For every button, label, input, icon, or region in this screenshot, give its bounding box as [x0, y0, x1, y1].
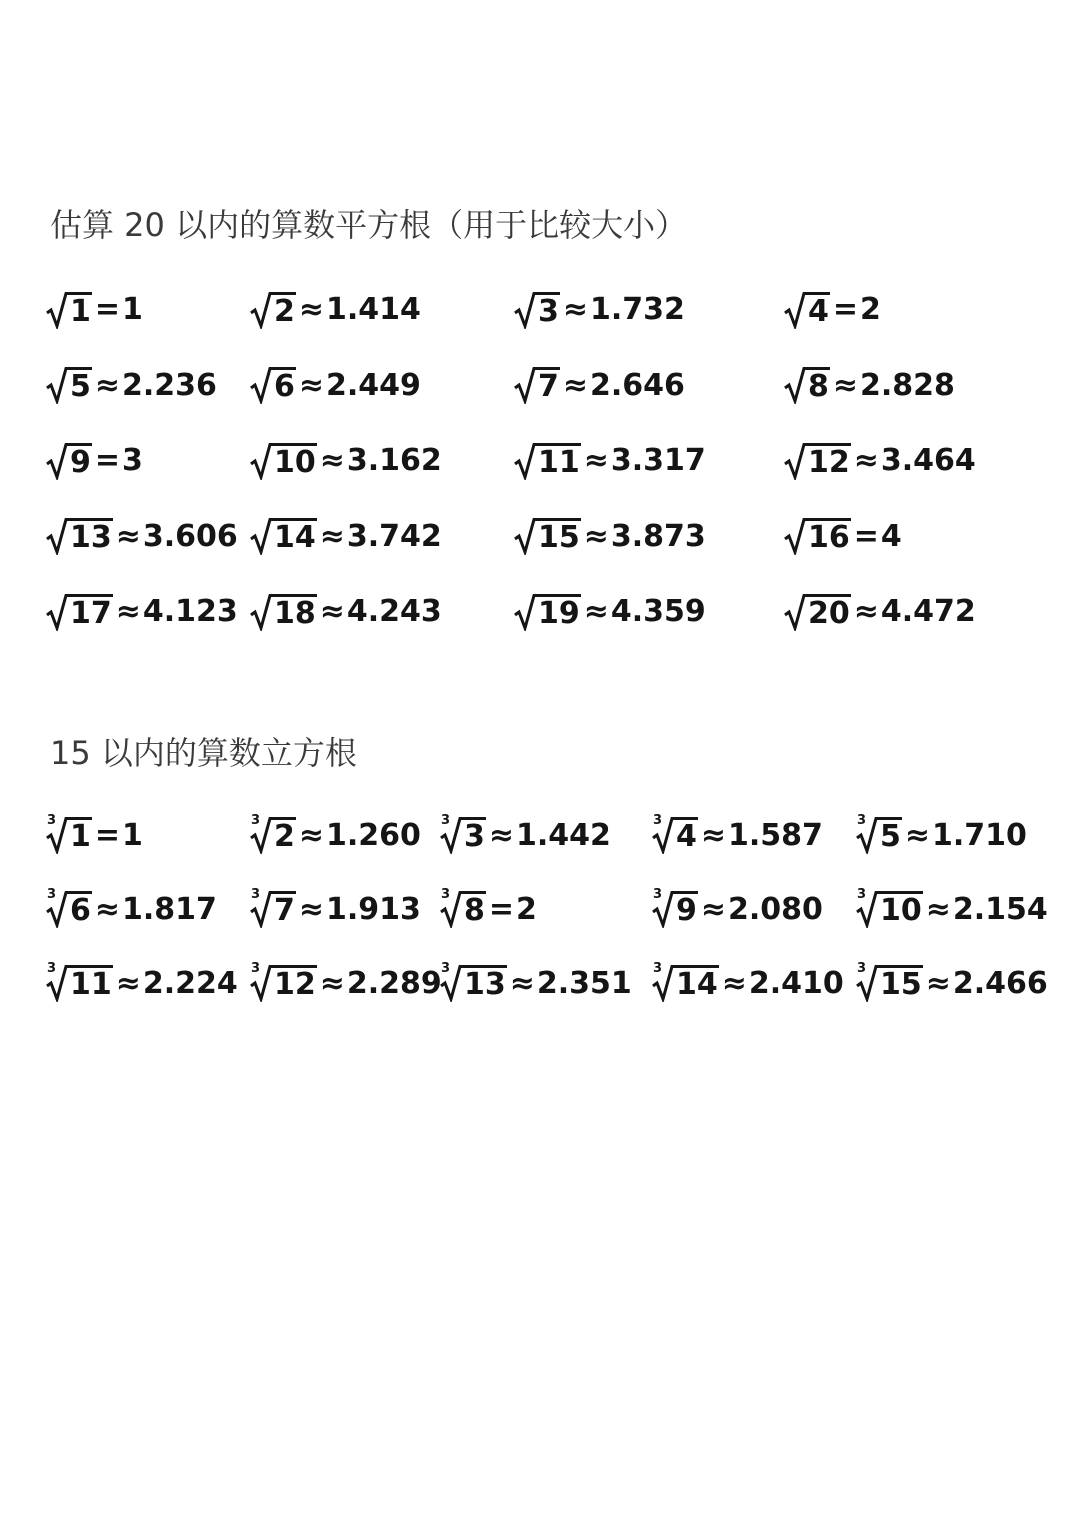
- relation-symbol: ≈: [509, 965, 535, 1001]
- cube-root-entry: [46, 872, 250, 946]
- radical-sign-icon: [784, 517, 806, 555]
- relation-symbol: ≈: [721, 965, 747, 1001]
- radical-sign-icon: [46, 593, 68, 631]
- cube-root-expression: [856, 887, 923, 928]
- radicand: 8: [808, 369, 829, 405]
- root-index: 3: [441, 813, 451, 828]
- cube-root-expression: [856, 961, 923, 1002]
- square-root-expression: [514, 442, 581, 480]
- cube-root-entry: [250, 798, 440, 872]
- radicand: 19: [538, 595, 580, 631]
- relation-symbol: ≈: [115, 965, 141, 1001]
- root-value: 1.913: [326, 891, 421, 927]
- relation-symbol: ≈: [488, 817, 515, 853]
- square-root-entry: [46, 574, 250, 650]
- cube-root-entry: [856, 798, 1036, 872]
- relation-symbol: =: [832, 292, 859, 328]
- radical-sign-icon: [514, 366, 536, 404]
- cube-root-entry: [652, 946, 856, 1020]
- square-root-expression: [784, 366, 830, 404]
- root-value: 2.828: [860, 367, 955, 403]
- root-value: 4: [880, 518, 902, 554]
- cube-root-entry: [856, 872, 1048, 946]
- relation-symbol: ≈: [298, 817, 325, 853]
- root-value: 3.464: [880, 443, 976, 479]
- relation-symbol: ≈: [562, 367, 589, 403]
- cube-root-expression: [440, 887, 486, 928]
- cube-root-expression: [652, 961, 719, 1002]
- root-value: 4.359: [610, 594, 706, 630]
- cube-root-entry: [440, 798, 652, 872]
- root-value: 3: [122, 443, 143, 479]
- square-root-entry: [784, 499, 1014, 575]
- square-root-expression: [514, 366, 560, 404]
- radicand: 3: [538, 293, 559, 329]
- radical-sign-icon: [784, 593, 806, 631]
- radicand: 15: [880, 967, 922, 1002]
- square-root-entry: [514, 423, 784, 499]
- relation-symbol: =: [94, 817, 121, 853]
- radicand: 8: [464, 893, 485, 928]
- root-value: 2: [516, 891, 537, 927]
- cube-root-expression: [250, 813, 296, 854]
- root-index: 3: [857, 813, 867, 828]
- root-value: 1.442: [516, 817, 611, 853]
- square-root-entry: [514, 272, 784, 348]
- cube-root-entry: [440, 872, 652, 946]
- radicand: 20: [808, 595, 850, 631]
- root-value: 3.742: [346, 518, 442, 554]
- root-index: 3: [47, 887, 57, 902]
- root-index: 3: [441, 887, 451, 902]
- relation-symbol: ≈: [583, 518, 609, 554]
- cube-root-expression: [46, 813, 92, 854]
- square-root-entry: [784, 423, 1014, 499]
- root-value: 2.289: [346, 965, 442, 1001]
- root-index: 3: [857, 887, 867, 902]
- radicand: 11: [538, 444, 580, 480]
- radical-sign-icon: [250, 366, 272, 404]
- radical-sign-icon: [784, 442, 806, 480]
- radicand: 14: [676, 967, 718, 1002]
- root-value: 1.260: [326, 817, 421, 853]
- square-root-entry: [250, 272, 514, 348]
- square-root-entry: [784, 272, 1014, 348]
- radicand: 3: [464, 819, 485, 854]
- square-root-entry: [46, 423, 250, 499]
- radical-sign-icon: [784, 366, 806, 404]
- relation-symbol: =: [94, 292, 121, 328]
- root-value: 4.123: [142, 594, 238, 630]
- square-root-expression: [250, 291, 296, 329]
- relation-symbol: ≈: [94, 891, 121, 927]
- cube-root-expression: [652, 813, 698, 854]
- root-index: 3: [441, 961, 451, 976]
- radicand: 10: [274, 444, 316, 480]
- radicand: 18: [274, 595, 316, 631]
- cube-root-expression: [46, 961, 113, 1002]
- root-index: 3: [47, 961, 57, 976]
- radical-sign-icon: [514, 291, 536, 329]
- root-index: 3: [251, 813, 261, 828]
- root-value: 2.410: [748, 965, 844, 1001]
- root-value: 2.080: [728, 891, 823, 927]
- cube-root-expression: [46, 887, 92, 928]
- radical-sign-icon: [46, 442, 68, 480]
- cube-root-expression: [652, 887, 698, 928]
- root-value: 2.236: [122, 367, 217, 403]
- cube-root-entry: [440, 946, 652, 1020]
- radicand: 12: [808, 444, 850, 480]
- cube-root-entry: [652, 872, 856, 946]
- square-root-expression: [46, 517, 113, 555]
- cube-root-entry: [250, 872, 440, 946]
- cube-root-entry: [46, 946, 250, 1020]
- radicand: 6: [274, 369, 295, 405]
- root-index: 3: [251, 961, 261, 976]
- radicand: 5: [880, 819, 901, 854]
- radical-sign-icon: [46, 517, 68, 555]
- root-value: 2.351: [536, 965, 632, 1001]
- root-value: 3.606: [142, 518, 238, 554]
- radicand: 13: [70, 520, 112, 556]
- radicand: 16: [808, 520, 850, 556]
- relation-symbol: ≈: [319, 443, 345, 479]
- relation-symbol: ≈: [298, 891, 325, 927]
- radical-sign-icon: [514, 517, 536, 555]
- cube-root-entry: [856, 946, 1048, 1020]
- cube-root-table: [46, 798, 1048, 1020]
- square-root-entry: [46, 272, 250, 348]
- radicand: 2: [274, 819, 295, 854]
- radical-sign-icon: [46, 291, 68, 329]
- square-root-entry: [784, 574, 1014, 650]
- relation-symbol: ≈: [904, 817, 931, 853]
- relation-symbol: ≈: [853, 594, 879, 630]
- radicand: 1: [70, 293, 91, 329]
- cube-root-entry: [652, 798, 856, 872]
- cube-root-heading: 15 以内的算数立方根: [50, 734, 357, 772]
- relation-symbol: =: [853, 518, 879, 554]
- root-index: 3: [47, 813, 57, 828]
- radical-sign-icon: [250, 517, 272, 555]
- square-root-entry: [250, 348, 514, 424]
- square-root-entry: [250, 499, 514, 575]
- relation-symbol: ≈: [298, 292, 325, 328]
- relation-symbol: ≈: [700, 891, 727, 927]
- square-root-expression: [46, 442, 92, 480]
- square-root-expression: [250, 442, 317, 480]
- radical-sign-icon: [514, 593, 536, 631]
- square-root-expression: [514, 593, 581, 631]
- square-root-entry: [784, 348, 1014, 424]
- root-value: 1.414: [326, 292, 421, 328]
- square-root-expression: [514, 291, 560, 329]
- root-value: 2: [860, 292, 881, 328]
- radical-sign-icon: [784, 291, 806, 329]
- root-value: 3.873: [610, 518, 706, 554]
- square-root-entry: [250, 574, 514, 650]
- relation-symbol: ≈: [319, 594, 345, 630]
- relation-symbol: ≈: [832, 367, 859, 403]
- root-index: 3: [653, 961, 663, 976]
- relation-symbol: ≈: [298, 367, 325, 403]
- square-root-entry: [46, 499, 250, 575]
- radicand: 11: [70, 967, 112, 1002]
- relation-symbol: ≈: [562, 292, 589, 328]
- root-value: 3.162: [346, 443, 442, 479]
- square-root-entry: [514, 574, 784, 650]
- cube-root-expression: [856, 813, 902, 854]
- root-value: 4.472: [880, 594, 976, 630]
- root-value: 1.817: [122, 891, 217, 927]
- radicand: 1: [70, 819, 91, 854]
- relation-symbol: ≈: [115, 594, 141, 630]
- root-value: 1: [122, 817, 143, 853]
- cube-root-expression: [440, 813, 486, 854]
- square-root-entry: [250, 423, 514, 499]
- radical-sign-icon: [250, 291, 272, 329]
- relation-symbol: ≈: [853, 443, 879, 479]
- square-root-expression: [46, 366, 92, 404]
- relation-symbol: =: [488, 891, 515, 927]
- relation-symbol: ≈: [583, 594, 609, 630]
- radicand: 9: [70, 444, 91, 480]
- radicand: 9: [676, 893, 697, 928]
- relation-symbol: ≈: [319, 965, 345, 1001]
- radicand: 7: [538, 369, 559, 405]
- square-root-expression: [46, 291, 92, 329]
- root-value: 2.154: [952, 891, 1048, 927]
- square-root-expression: [784, 291, 830, 329]
- root-value: 1.732: [590, 292, 685, 328]
- square-root-expression: [46, 593, 113, 631]
- radicand: 5: [70, 369, 91, 405]
- square-root-entry: [514, 499, 784, 575]
- relation-symbol: ≈: [583, 443, 609, 479]
- radicand: 7: [274, 893, 295, 928]
- radical-sign-icon: [250, 442, 272, 480]
- radicand: 13: [464, 967, 506, 1002]
- square-root-expression: [784, 442, 851, 480]
- root-value: 1.710: [932, 817, 1027, 853]
- radical-sign-icon: [250, 593, 272, 631]
- radicand: 12: [274, 967, 316, 1002]
- cube-root-expression: [250, 961, 317, 1002]
- root-value: 2.449: [326, 367, 421, 403]
- radical-sign-icon: [46, 366, 68, 404]
- radicand: 14: [274, 520, 316, 556]
- square-root-expression: [250, 366, 296, 404]
- square-root-expression: [250, 517, 317, 555]
- relation-symbol: ≈: [94, 367, 121, 403]
- root-index: 3: [653, 887, 663, 902]
- root-value: 1.587: [728, 817, 823, 853]
- cube-root-expression: [250, 887, 296, 928]
- root-value: 4.243: [346, 594, 442, 630]
- root-value: 3.317: [610, 443, 706, 479]
- cube-root-expression: [440, 961, 507, 1002]
- root-value: 2.224: [142, 965, 238, 1001]
- root-index: 3: [653, 813, 663, 828]
- radicand: 2: [274, 293, 295, 329]
- radicand: 4: [676, 819, 697, 854]
- root-value: 2.646: [590, 367, 685, 403]
- square-root-expression: [784, 593, 851, 631]
- cube-root-entry: [46, 798, 250, 872]
- radicand: 6: [70, 893, 91, 928]
- relation-symbol: =: [94, 443, 121, 479]
- radicand: 17: [70, 595, 112, 631]
- square-root-heading: 估算 20 以内的算数平方根（用于比较大小）: [50, 206, 688, 244]
- square-root-entry: [46, 348, 250, 424]
- relation-symbol: ≈: [319, 518, 345, 554]
- radicand: 4: [808, 293, 829, 329]
- root-value: 2.466: [952, 965, 1048, 1001]
- square-root-expression: [514, 517, 581, 555]
- relation-symbol: ≈: [925, 891, 951, 927]
- root-index: 3: [857, 961, 867, 976]
- radical-sign-icon: [514, 442, 536, 480]
- square-root-table: [46, 272, 1014, 650]
- square-root-entry: [514, 348, 784, 424]
- relation-symbol: ≈: [115, 518, 141, 554]
- square-root-expression: [784, 517, 851, 555]
- radicand: 10: [880, 893, 922, 928]
- root-index: 3: [251, 887, 261, 902]
- relation-symbol: ≈: [925, 965, 951, 1001]
- square-root-expression: [250, 593, 317, 631]
- root-value: 1: [122, 292, 143, 328]
- relation-symbol: ≈: [700, 817, 727, 853]
- cube-root-entry: [250, 946, 440, 1020]
- radicand: 15: [538, 520, 580, 556]
